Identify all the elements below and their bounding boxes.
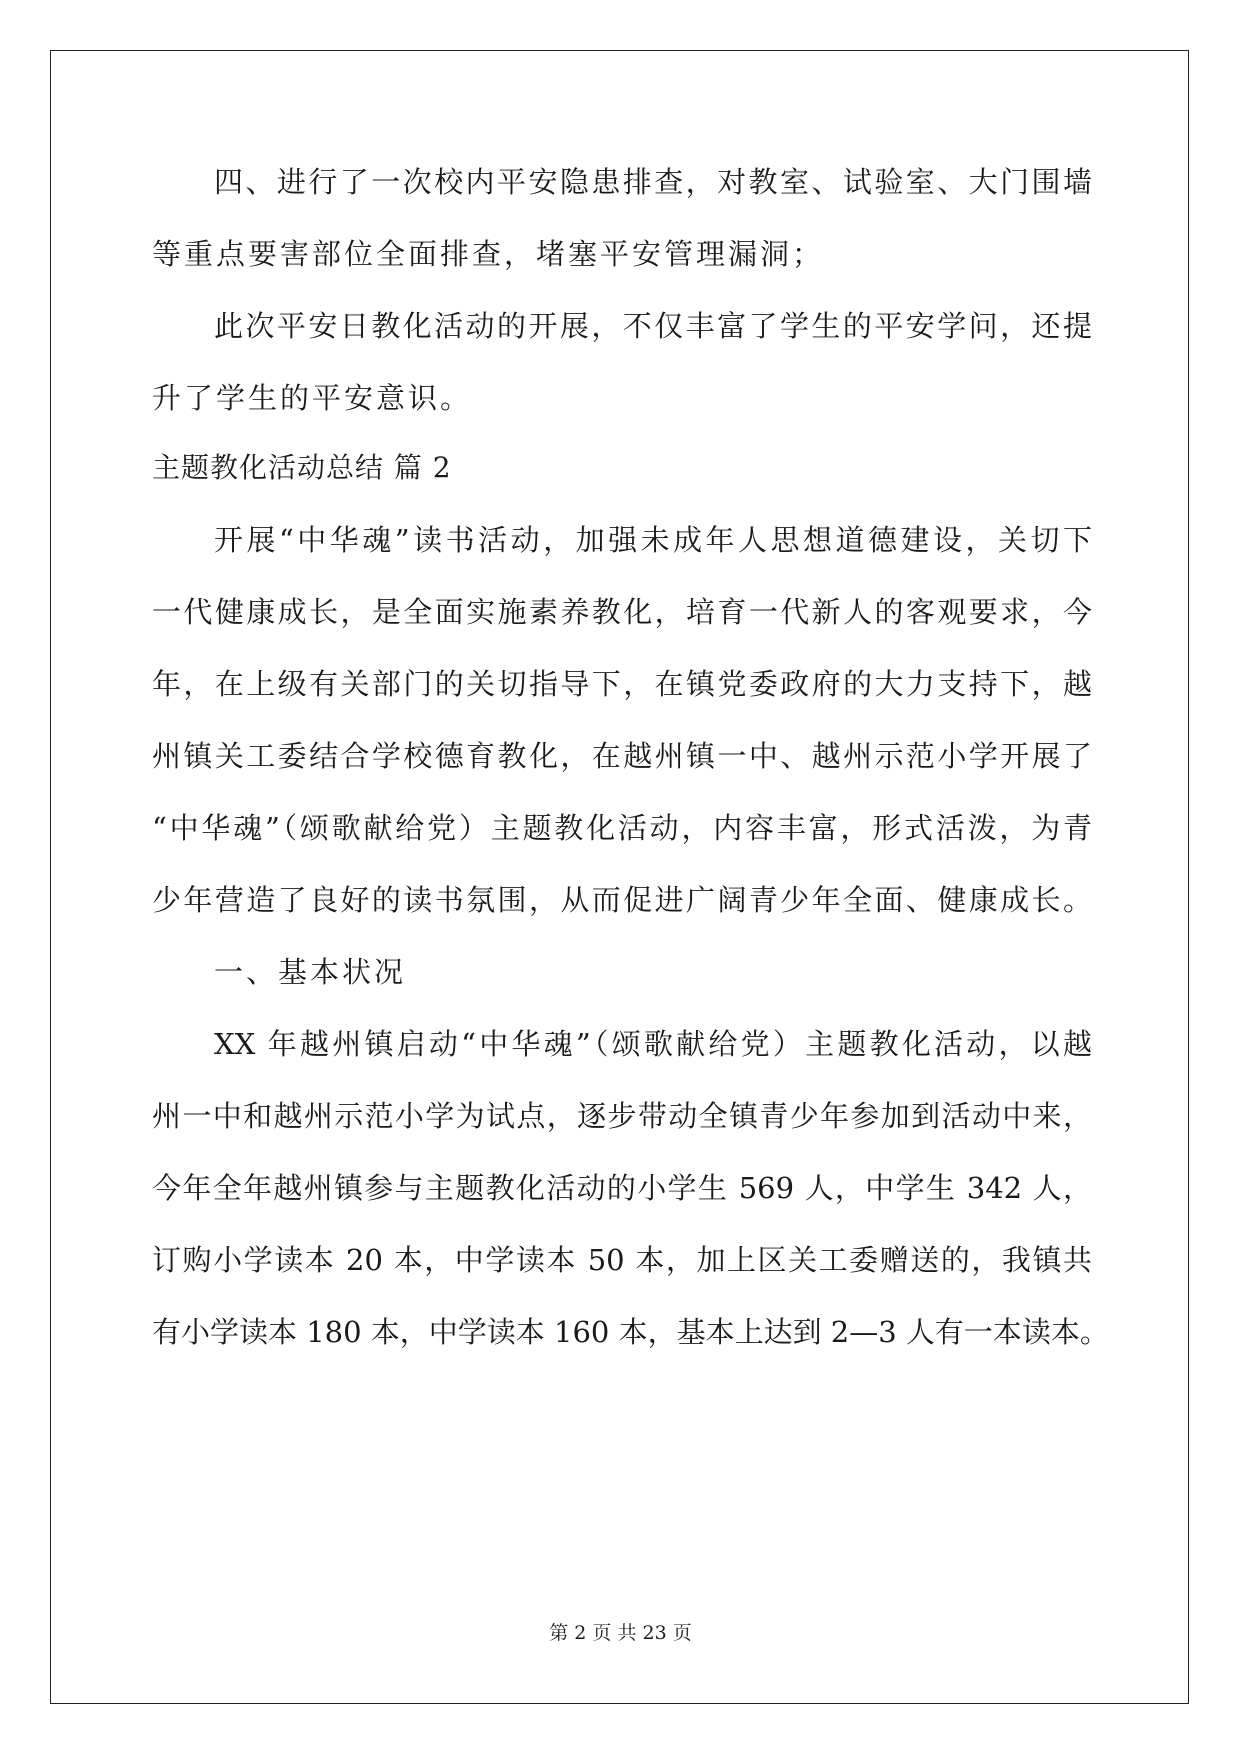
text-line: “中华魂”（颂歌献给党）主题教化活动，内容丰富，形式活泼，为青 xyxy=(152,811,1092,845)
text-line: 等重点要害部位全面排查，堵塞平安管理漏洞； xyxy=(152,237,825,271)
text-line: 州一中和越州示范小学为试点，逐步带动全镇青少年参加到活动中来， xyxy=(152,1099,1092,1133)
text-line: 今年全年越州镇参与主题教化活动的小学生 569 人，中学生 342 人， xyxy=(152,1171,1092,1205)
text-line: 州镇关工委结合学校德育教化，在越州镇一中、越州示范小学开展了 xyxy=(152,739,1092,773)
text-line: 一代健康成长，是全面实施素养教化，培育一代新人的客观要求，今 xyxy=(152,595,1092,629)
text-line: 四、进行了一次校内平安隐患排查，对教室、试验室、大门围墙 xyxy=(214,165,1092,199)
text-line: 少年营造了良好的读书氛围，从而促进广阔青少年全面、健康成长。 xyxy=(152,883,1092,917)
text-line: 订购小学读本 20 本，中学读本 50 本，加上区关工委赠送的，我镇共 xyxy=(152,1243,1092,1277)
page-border xyxy=(50,50,1189,1704)
text-line: 年，在上级有关部门的关切指导下，在镇党委政府的大力支持下，越 xyxy=(152,667,1092,701)
text-line: XX 年越州镇启动“中华魂”（颂歌献给党）主题教化活动，以越 xyxy=(214,1027,1092,1061)
text-line: 有小学读本 180 本，中学读本 160 本，基本上达到 2—3 人有一本读本。 xyxy=(152,1315,1109,1349)
page-number-footer: 第 2 页 共 23 页 xyxy=(549,1622,692,1644)
text-line: 开展“中华魂”读书活动，加强未成年人思想道德建设，关切下 xyxy=(214,523,1092,557)
text-line: 此次平安日教化活动的开展，不仅丰富了学生的平安学问，还提 xyxy=(214,309,1092,343)
subsection-heading: 一、基本状况 xyxy=(214,955,407,989)
section-heading: 主题教化活动总结 篇 2 xyxy=(152,451,452,484)
text-line: 升了学生的平安意识。 xyxy=(152,381,473,415)
